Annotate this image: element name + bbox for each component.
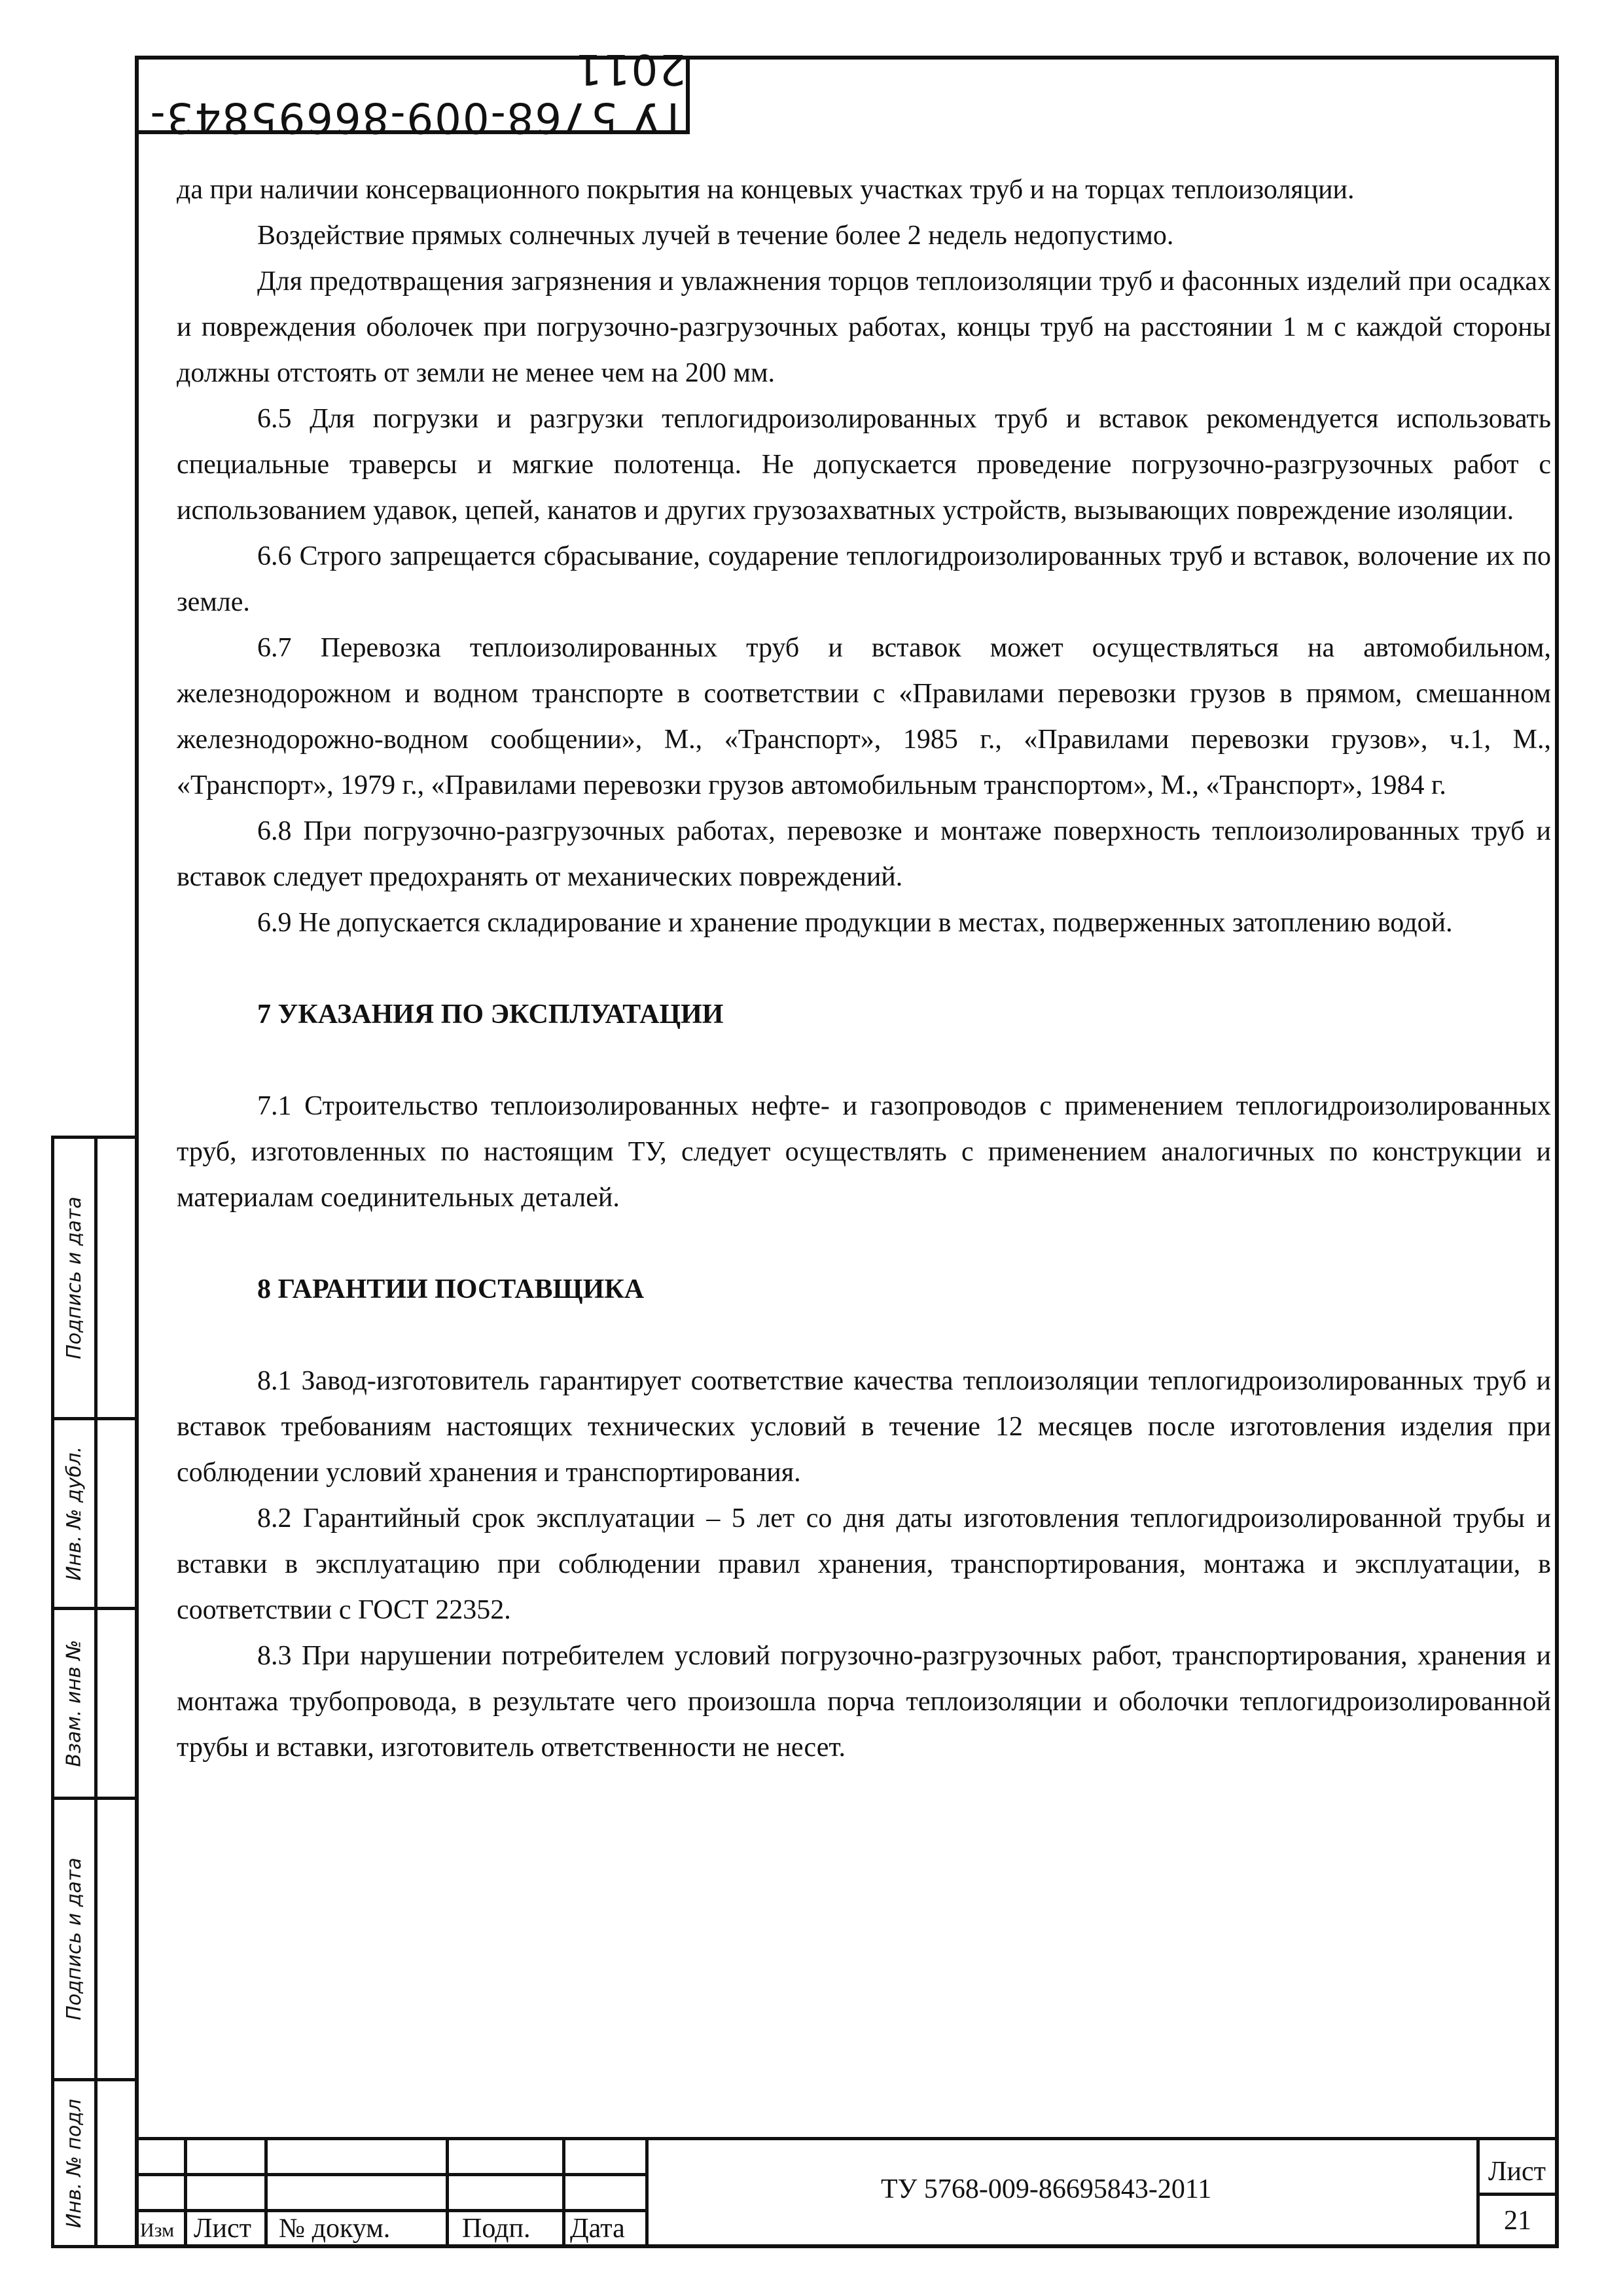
top-stamp-text: ТУ 5768-009-86695843-2011 [149, 45, 686, 141]
document-body [177, 167, 1551, 1770]
tb-podp-label: Подп. [462, 2214, 531, 2244]
side-label: Подпись и дата [63, 1857, 86, 2020]
tb-izm-label: Изм [140, 2219, 175, 2241]
paragraph: Для предотвращения загрязнения и увлажнения торцов теплоизоляции труб и фасонных изделий при осадках и повреждения оболочек при погрузочно-разгрузочных работах, концы труб на расстоянии 1 м с каждой стороны должны отстоять от земли не менее чем на 200 мм. [177, 266, 1551, 388]
paragraph: да при наличии консервационного покрытия на концевых участках труб и на торцах теплоизоляции. [177, 175, 1355, 205]
section-heading-8: 8 ГАРАНТИИ ПОСТАВЩИКА [257, 1274, 645, 1304]
paragraph: 7.1 Строительство теплоизолированных нефте- и газопроводов с применением теплогидроизолированных труб, изготовленных по настоящим ТУ, следует осуществлять с применением аналогичных по конструкции и материалам соединительных деталей. [177, 1091, 1551, 1213]
paragraph: 6.6 Строго запрещается сбрасывание, соударение теплогидроизолированных труб и вставок, волочение их по земле. [177, 541, 1551, 617]
paragraph: Воздействие прямых солнечных лучей в течение более 2 недель недопустимо. [257, 221, 1174, 251]
tb-doc-no-label: № докум. [279, 2214, 391, 2244]
section-heading-7: 7 УКАЗАНИЯ ПО ЭКСПЛУАТАЦИИ [257, 999, 724, 1030]
tb-sheet-number: 21 [1504, 2206, 1531, 2236]
side-cell-sign-date-1 [51, 1136, 139, 1417]
paragraph: 6.9 Не допускается складирование и хранение продукции в местах, подверженных затоплению водой. [257, 908, 1453, 938]
tb-data-label: Дата [570, 2214, 625, 2244]
side-cell-inv-podl [51, 2078, 139, 2248]
title-block [135, 2137, 1559, 2248]
side-cell-vzam-inv [51, 1607, 139, 1797]
side-label: Инв. № подл [63, 2098, 86, 2228]
side-stamp-column [51, 1136, 139, 2248]
side-label: Взам. инв № [63, 1640, 86, 1767]
side-label: Подпись и дата [63, 1196, 86, 1359]
paragraph: 8.3 При нарушении потребителем условий погрузочно-разгрузочных работ, транспортирования, хранения и монтажа трубопровода, в результате чего произошла порча теплоизоляции и оболочки теплогидроизолированной трубы и вставки, изготовитель ответственности не несет. [177, 1641, 1551, 1763]
paragraph: 6.5 Для погрузки и разгрузки теплогидроизолированных труб и вставок рекомендуется использовать специальные траверсы и мягкие полотенца. Не допускается проведение погрузочно-разгрузочных работ с использованием удавок, цепей, канатов и других грузозахватных устройств, вызывающих повреждение изоляции. [177, 404, 1551, 526]
top-stamp [135, 45, 690, 141]
paragraph: 6.7 Перевозка теплоизолированных труб и вставок может осуществляться на автомобильном, железнодорожном и водном транспорте в соответствии с «Правилами перевозки грузов в прямом, смешанном железнодорожно-водном сообщении», М., «Транспорт», 1985 г., «Правилами перевозки грузов», ч.1, М., «Транспорт», 1979 г., «Правилами перевозки грузов автомобильным транспортом», М., «Транспорт», 1984 г. [177, 633, 1551, 800]
paragraph: 8.2 Гарантийный срок эксплуатации – 5 лет со дня даты изготовления теплогидроизолированной трубы и вставки в эксплуатацию при соблюдении правил хранения, транспортирования, монтажа и эксплуатации, в соответствии с ГОСТ 22352. [177, 1503, 1551, 1625]
side-label: Инв. № дубл. [63, 1446, 86, 1581]
paragraph: 6.8 При погрузочно-разгрузочных работах, перевозке и монтаже поверхность теплоизолированных труб и вставок следует предохранять от механических повреждений. [177, 816, 1551, 892]
tb-designation: ТУ 5768-009-86695843-2011 [881, 2174, 1212, 2204]
paragraph: 8.1 Завод-изготовитель гарантирует соответствие качества теплоизоляции теплогидроизолированных труб и вставок требованиям настоящих технических условий в течение 12 месяцев после изготовления изделия при соблюдении условий хранения и транспортирования. [177, 1366, 1551, 1488]
side-cell-sign-date-2 [51, 1797, 139, 2078]
side-cell-inv-dupl [51, 1417, 139, 1607]
tb-sheet-label: Лист [1488, 2157, 1546, 2187]
tb-list-label: Лист [194, 2214, 251, 2244]
